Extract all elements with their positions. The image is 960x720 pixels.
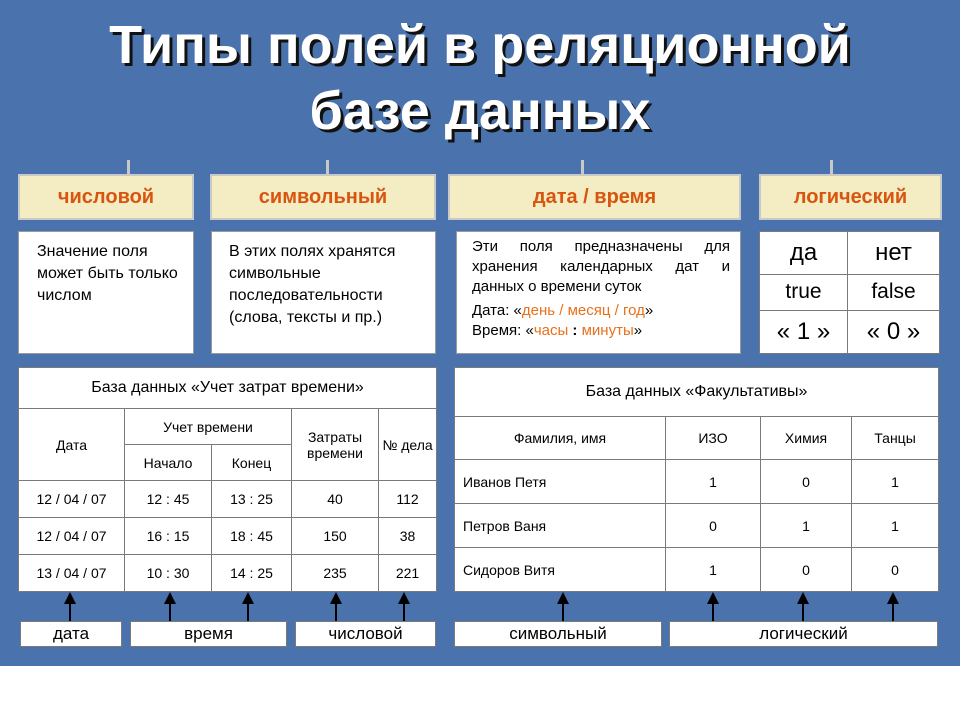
arrow-up-icon bbox=[707, 592, 719, 621]
col-header-start: Начало bbox=[125, 445, 212, 481]
cell: 12 : 45 bbox=[125, 481, 212, 518]
desc-numeric bbox=[18, 231, 194, 354]
time-hours: часы bbox=[533, 322, 569, 339]
cell: 1 bbox=[852, 504, 939, 548]
logical-cell: да bbox=[760, 232, 848, 275]
connector-tick bbox=[326, 160, 329, 174]
time-db-table bbox=[18, 367, 437, 592]
connector-tick bbox=[581, 160, 584, 174]
connector-tick bbox=[127, 160, 130, 174]
time-separator: : bbox=[568, 322, 582, 339]
cell: 1 bbox=[666, 548, 761, 592]
electives-db-caption: База данных «Факультативы» bbox=[455, 368, 939, 417]
tag-time: время bbox=[130, 621, 287, 647]
arrow-up-icon bbox=[398, 592, 410, 621]
table-row bbox=[455, 548, 939, 592]
cell: 38 bbox=[379, 518, 437, 555]
table-row bbox=[455, 460, 939, 504]
electives-db-table bbox=[454, 367, 939, 592]
cell: 13 / 04 / 07 bbox=[19, 555, 125, 592]
desc-datetime-text: Эти поля предназначены для хранения календарных дат и данных о времени суток bbox=[472, 238, 730, 295]
type-header-logical: логический bbox=[759, 174, 942, 220]
cell: 10 : 30 bbox=[125, 555, 212, 592]
date-prefix: Дата: « bbox=[472, 302, 522, 319]
type-header-datetime: дата / время bbox=[448, 174, 741, 220]
desc-symbolic bbox=[211, 231, 436, 354]
table-row bbox=[19, 555, 437, 592]
logical-cell: нет bbox=[848, 232, 940, 275]
cell: 0 bbox=[852, 548, 939, 592]
cell: 112 bbox=[379, 481, 437, 518]
col-header-end: Конец bbox=[212, 445, 292, 481]
type-header-symbolic: символьный bbox=[210, 174, 436, 220]
cell: Иванов Петя bbox=[455, 460, 666, 504]
arrow-up-icon bbox=[330, 592, 342, 621]
cell: 40 bbox=[292, 481, 379, 518]
cell: 235 bbox=[292, 555, 379, 592]
desc-datetime bbox=[456, 231, 741, 354]
title-line-1: Типы полей в реляционной bbox=[109, 15, 851, 75]
arrow-up-icon bbox=[64, 592, 76, 621]
col-header-time-tracking: Учет времени bbox=[125, 409, 292, 445]
arrow-up-icon bbox=[164, 592, 176, 621]
logical-values-table bbox=[759, 231, 940, 354]
table-row bbox=[455, 504, 939, 548]
desc-numeric-text: Значение поля может быть только числом bbox=[37, 243, 178, 304]
time-minutes: минуты bbox=[581, 322, 634, 339]
date-format-value: день / месяц / год bbox=[521, 302, 645, 319]
tag-logical: логический bbox=[669, 621, 938, 647]
tag-numeric: числовой bbox=[295, 621, 436, 647]
cell: 221 bbox=[379, 555, 437, 592]
logical-cell: « 1 » bbox=[760, 311, 848, 354]
cell: 12 / 04 / 07 bbox=[19, 518, 125, 555]
cell: 0 bbox=[761, 548, 852, 592]
time-prefix: Время: « bbox=[472, 322, 534, 339]
cell: 16 : 15 bbox=[125, 518, 212, 555]
date-format-line bbox=[472, 301, 730, 321]
logical-cell: false bbox=[848, 274, 940, 311]
col-header-date: Дата bbox=[19, 409, 125, 481]
col-header-dance: Танцы bbox=[852, 417, 939, 460]
arrow-up-icon bbox=[887, 592, 899, 621]
col-header-name: Фамилия, имя bbox=[455, 417, 666, 460]
cell: 150 bbox=[292, 518, 379, 555]
tag-symbolic: символьный bbox=[454, 621, 662, 647]
table-row bbox=[19, 518, 437, 555]
cell: 0 bbox=[761, 460, 852, 504]
arrow-up-icon bbox=[242, 592, 254, 621]
title-line-2: базе данных bbox=[309, 81, 651, 141]
cell: 1 bbox=[666, 460, 761, 504]
logical-cell: « 0 » bbox=[848, 311, 940, 354]
connector-tick bbox=[830, 160, 833, 174]
cell: 13 : 25 bbox=[212, 481, 292, 518]
table-row bbox=[19, 481, 437, 518]
arrow-up-icon bbox=[797, 592, 809, 621]
time-format-line bbox=[472, 321, 730, 341]
cell: Сидоров Витя bbox=[455, 548, 666, 592]
cell: 12 / 04 / 07 bbox=[19, 481, 125, 518]
cell: 1 bbox=[852, 460, 939, 504]
time-db-caption: База данных «Учет затрат времени» bbox=[19, 368, 437, 409]
logical-cell: true bbox=[760, 274, 848, 311]
desc-symbolic-text: В этих полях хранятся символьные последовательности (слова, тексты и пр.) bbox=[229, 243, 396, 326]
date-suffix: » bbox=[644, 302, 654, 319]
cell: Петров Ваня bbox=[455, 504, 666, 548]
time-suffix: » bbox=[633, 322, 643, 339]
cell: 14 : 25 bbox=[212, 555, 292, 592]
page-title bbox=[0, 12, 960, 144]
col-header-task-no: № дела bbox=[379, 409, 437, 481]
col-header-spent: Затраты времени bbox=[292, 409, 379, 481]
arrow-up-icon bbox=[557, 592, 569, 621]
col-header-art: ИЗО bbox=[666, 417, 761, 460]
cell: 1 bbox=[761, 504, 852, 548]
cell: 18 : 45 bbox=[212, 518, 292, 555]
cell: 0 bbox=[666, 504, 761, 548]
type-header-numeric: числовой bbox=[18, 174, 194, 220]
tag-date: дата bbox=[20, 621, 122, 647]
col-header-chemistry: Химия bbox=[761, 417, 852, 460]
arrows-layer bbox=[0, 590, 960, 622]
